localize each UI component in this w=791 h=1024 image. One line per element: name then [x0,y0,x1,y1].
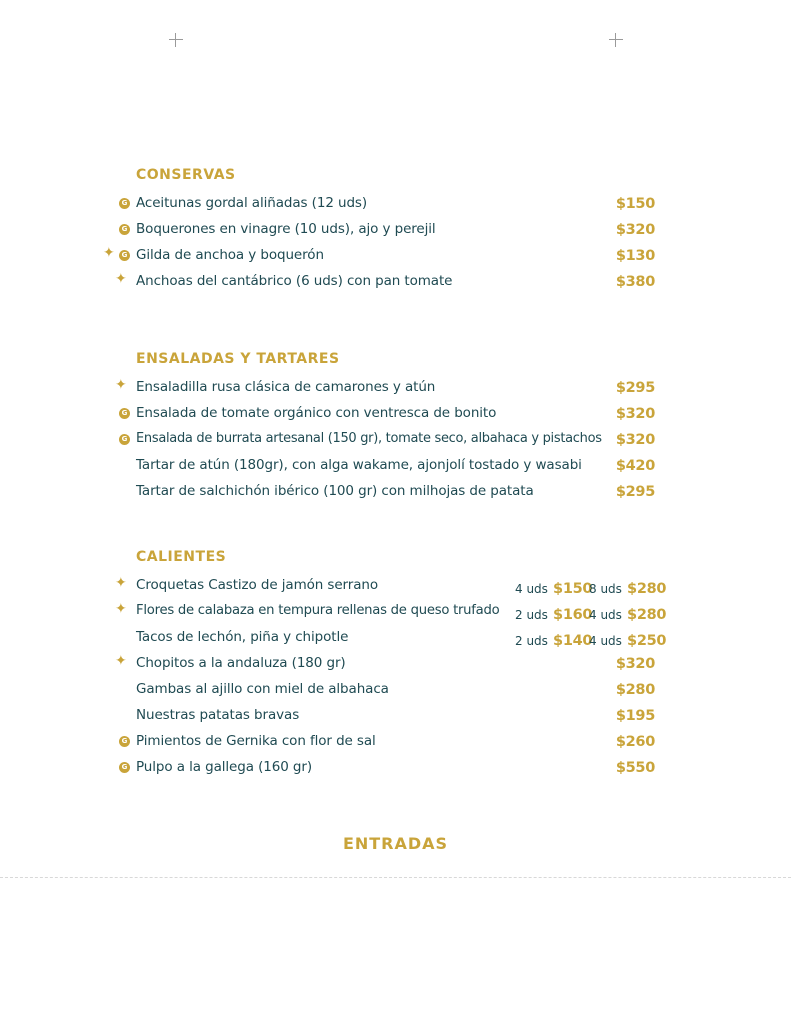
gluten-free-icon: G [119,762,130,773]
menu-item [0,221,791,247]
footer-section-title: ENTRADAS [342,834,449,853]
divider [0,877,791,878]
menu-item [0,681,791,707]
item-name: Boquerones en vinagre (10 uds), ajo y perejil [136,221,436,237]
portion-price: $140 [553,633,593,649]
item-name: Tartar de atún (180gr), con alga wakame, ajonjolí tostado y wasabi [136,457,582,473]
item-name: Ensaladilla rusa clásica de camarones y atún [136,379,436,395]
portion-qty: 2 uds [515,608,548,622]
section-title: CALIENTES [136,549,227,565]
portion-price: $250 [627,633,667,649]
item-name: Pimientos de Gernika con flor de sal [136,733,376,749]
crop-mark-left [169,33,183,47]
menu-item [0,379,791,405]
sparkle-icon: ✦ [115,377,127,393]
item-name: Ensalada de tomate orgánico con ventresca de bonito [136,405,497,421]
gluten-free-icon: G [119,408,130,419]
item-name: Ensalada de burrata artesanal (150 gr), tomate seco, albahaca y pistachos [136,431,602,446]
menu-item [0,603,791,629]
portion-qty: 4 uds [515,582,548,596]
portion-option [515,630,592,649]
menu-item [0,247,791,273]
item-price: $320 [615,406,655,422]
menu-item [0,707,791,733]
menu-item [0,759,791,785]
item-price: $420 [615,458,655,474]
item-name: Tartar de salchichón ibérico (100 gr) con milhojas de patata [136,483,534,499]
item-name: Pulpo a la gallega (160 gr) [136,759,313,775]
item-name: Chopitos a la andaluza (180 gr) [136,655,346,671]
gluten-free-icon: G [119,224,130,235]
item-price: $130 [615,248,655,264]
sparkle-icon: ✦ [115,653,127,669]
portion-qty: 4 uds [589,608,622,622]
item-name: Nuestras patatas bravas [136,707,300,723]
portion-price: $150 [553,581,593,597]
portion-option [589,630,666,649]
item-name: Tacos de lechón, piña y chipotle [136,629,349,645]
item-name: Gilda de anchoa y boquerón [136,247,324,263]
item-price: $320 [615,432,655,448]
item-name: Aceitunas gordal aliñadas (12 uds) [136,195,368,211]
portion-qty: 8 uds [589,582,622,596]
crop-mark-right [609,33,623,47]
menu-item [0,405,791,431]
item-price: $295 [615,380,655,396]
menu-item [0,273,791,299]
sparkle-icon: ✦ [115,601,127,617]
section-title: CONSERVAS [136,167,236,183]
portion-price: $160 [553,607,593,623]
menu-item [0,195,791,221]
item-price: $295 [615,484,655,500]
portion-price: $280 [627,607,667,623]
portion-qty: 2 uds [515,634,548,648]
portion-option [589,604,666,623]
menu-item [0,483,791,509]
gluten-free-icon: G [119,736,130,747]
portion-option [589,578,666,597]
sparkle-icon: ✦ [103,245,115,261]
item-name: Flores de calabaza en tempura rellenas de queso trufado [136,603,500,618]
item-price: $195 [615,708,655,724]
item-name: Croquetas Castizo de jamón serrano [136,577,379,593]
item-price: $380 [615,274,655,290]
item-price: $260 [615,734,655,750]
section-title: ENSALADAS Y TARTARES [136,351,340,367]
menu-item [0,655,791,681]
portion-option [515,578,592,597]
item-price: $320 [615,222,655,238]
menu-item [0,457,791,483]
item-name: Anchoas del cantábrico (6 uds) con pan tomate [136,273,453,289]
item-price: $320 [615,656,655,672]
sparkle-icon: ✦ [115,271,127,287]
portion-option [515,604,592,623]
menu-item [0,577,791,603]
menu-item [0,629,791,655]
gluten-free-icon: G [119,434,130,445]
sparkle-icon: ✦ [115,575,127,591]
item-name: Gambas al ajillo con miel de albahaca [136,681,389,697]
gluten-free-icon: G [119,198,130,209]
item-price: $150 [615,196,655,212]
item-price: $280 [615,682,655,698]
menu-item [0,733,791,759]
portion-qty: 4 uds [589,634,622,648]
portion-price: $280 [627,581,667,597]
menu-item [0,431,791,457]
item-price: $550 [615,760,655,776]
gluten-free-icon: G [119,250,130,261]
